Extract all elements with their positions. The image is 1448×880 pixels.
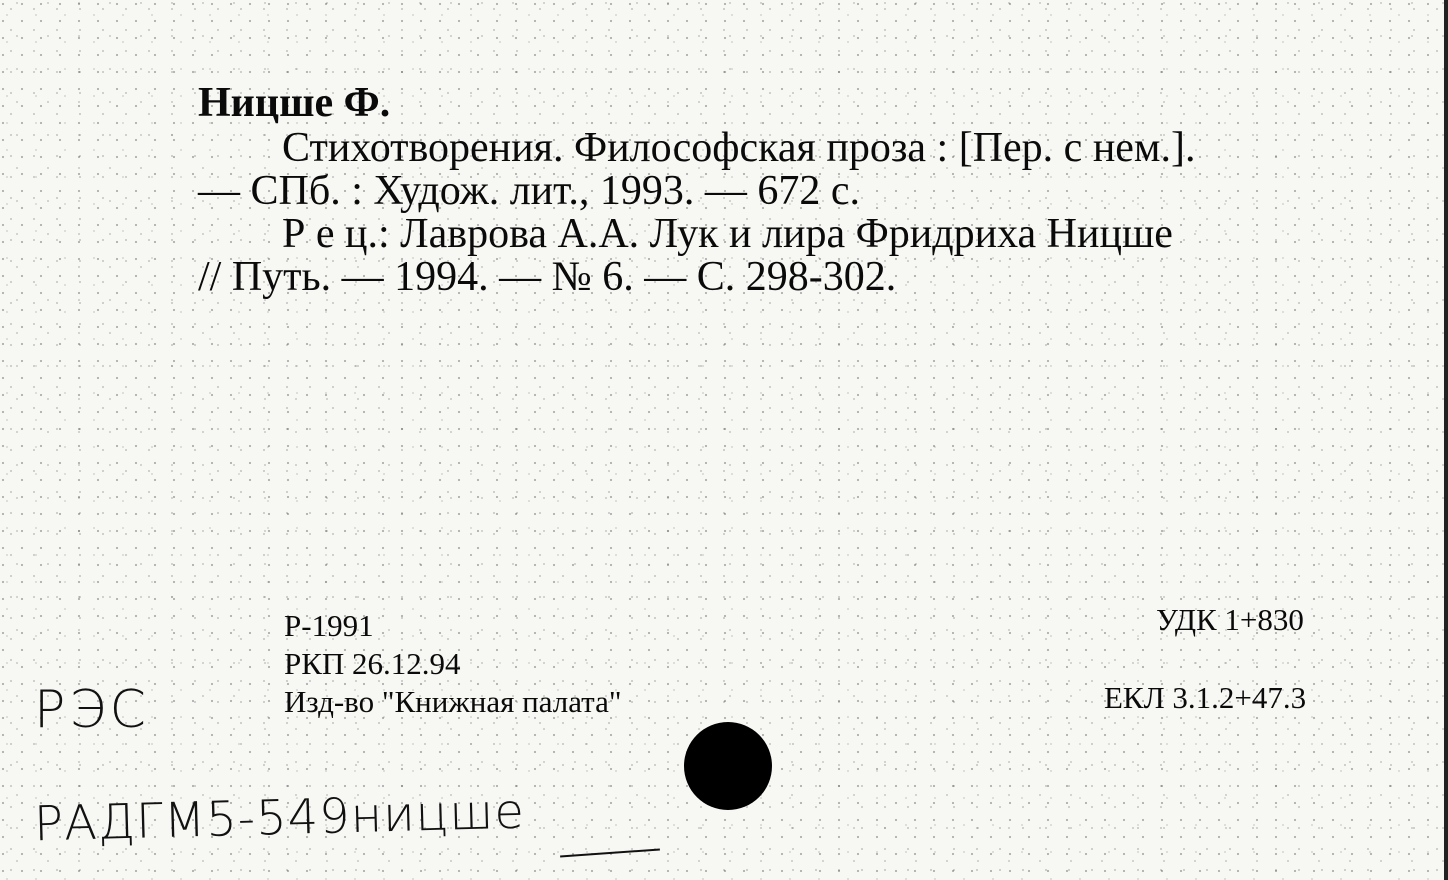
review-source-line: // Путь. — 1994. — № 6. — С. 298-302. (198, 254, 897, 300)
handwritten-mark: РЭС (34, 680, 150, 740)
review-line: Р е ц.: Лаврова А.А. Лук и лира Фридриха Ницше (282, 211, 1173, 257)
card-code: Р-1991 (284, 608, 374, 643)
rkp-date: РКП 26.12.94 (284, 646, 461, 681)
card-edge (1444, 0, 1448, 880)
punch-hole (684, 722, 772, 810)
handwritten-underline (560, 849, 660, 858)
publisher-imprint: Изд-во "Книжная палата" (284, 684, 622, 719)
author-heading: Ницше Ф. (198, 80, 391, 126)
handwritten-shelfmark: РАДГМ5-549ницше (33, 783, 526, 853)
imprint-line: — СПб. : Худож. лит., 1993. — 672 с. (198, 168, 860, 214)
ekl-code: ЕКЛ 3.1.2+47.3 (1104, 680, 1307, 715)
title-line: Стихотворения. Философская проза : [Пер. с нем.]. (282, 125, 1196, 171)
udk-code: УДК 1+830 (1156, 602, 1304, 637)
